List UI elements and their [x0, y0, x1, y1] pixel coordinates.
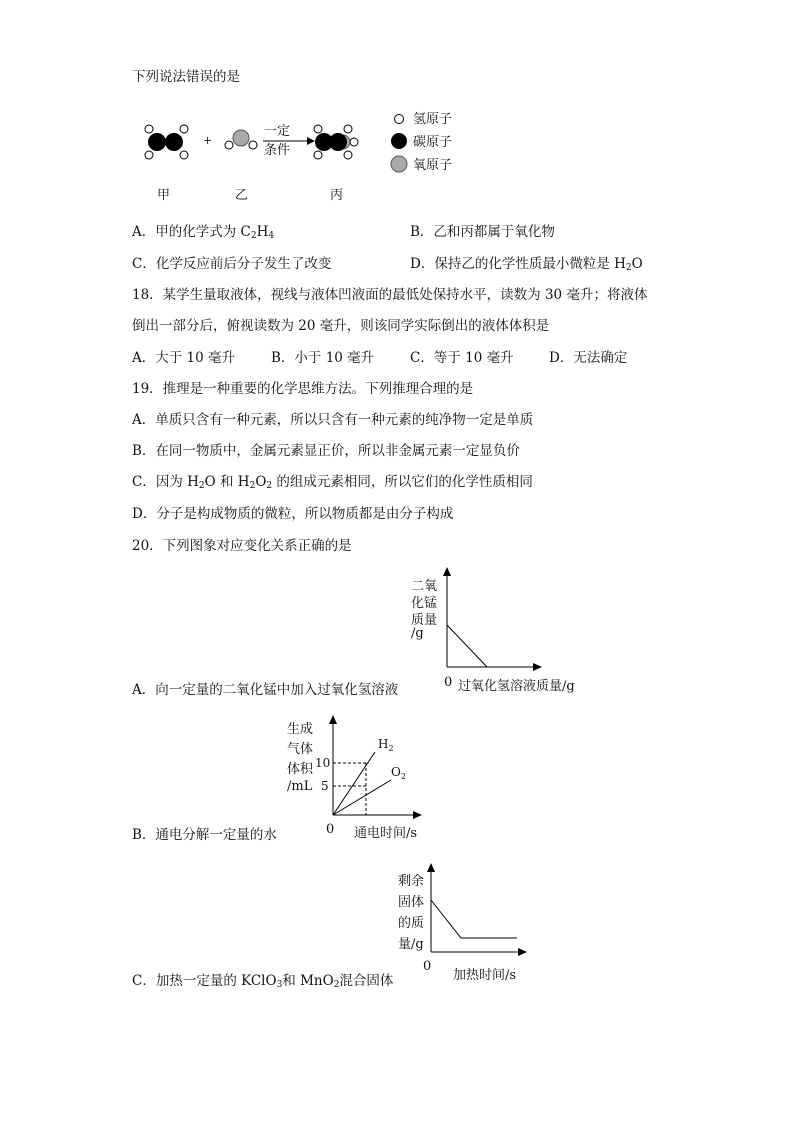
q17-option-c: C．化学反应前后分子发生了改变 — [132, 256, 332, 272]
q19-option-c: C．因为 $H_2O$ 和 $H_2O_2$ 的组成元素相同，所以它们的化学性质相同 — [132, 474, 533, 491]
graph-b-line-o2 — [333, 780, 391, 815]
graph-c-ylabel-3: 的质 — [398, 916, 425, 931]
q19-option-b: B．在同一物质中，金属元素显正价，所以非金属元素一定显负价 — [132, 443, 520, 459]
molecule-jia — [145, 125, 188, 159]
molecule-yi — [225, 130, 257, 149]
graph-c-ylabel-1: 剩余 — [398, 874, 425, 889]
q18-option-a: A．大于 10 毫升 — [132, 350, 236, 366]
graph-b-origin: 0 — [326, 822, 335, 837]
q19-option-d: D．分子是构成物质的微粒，所以物质都是由分子构成 — [132, 506, 454, 522]
graph-c-xlabel: 加热时间/s — [453, 968, 517, 983]
plus-sign: + — [203, 134, 213, 147]
q18-stem-line1: 18．某学生量取液体，视线与液体凹液面的最低处保持水平，读数为 30 毫升；将液体 — [132, 287, 648, 303]
graph-c-caption: C．加热一定量的 KClO$_3$和 MnO$_2$混合固体 — [132, 973, 394, 990]
graph-a-ylabel-3: 质量 — [411, 613, 438, 628]
graph-b-label-o2: $O_2$ — [391, 765, 406, 781]
graph-c-curve — [431, 900, 517, 938]
graph-c-ylabel-4: 量/g — [398, 937, 424, 952]
graph-a-origin: 0 — [444, 675, 453, 690]
arrow-top-label: 一定 — [264, 124, 291, 139]
q17-option-d: D．保持乙的化学性质最小微粒是 $H_2O$ — [410, 256, 643, 273]
graph-b-ylabel-2: 气体 — [287, 742, 314, 757]
q19-stem: 19．推理是一种重要的化学思维方法。下列推理合理的是 — [132, 381, 474, 397]
q19-option-a: A．单质只含有一种元素，所以只含有一种元素的纯净物一定是单质 — [132, 412, 534, 428]
legend — [391, 115, 407, 173]
label-yi: 乙 — [235, 188, 249, 203]
graph-a-ylabel-2: 化锰 — [411, 596, 438, 611]
label-bing: 丙 — [330, 188, 344, 203]
q18-stem-line2: 倒出一部分后，俯视读数为 20 毫升，则该同学实际倒出的液体体积是 — [132, 318, 550, 334]
graph-a-ylabel-4: /g — [411, 626, 424, 641]
graph-b-xlabel: 通电时间/s — [354, 826, 418, 841]
graph-b-tick-5: 5 — [321, 779, 329, 793]
q17-option-a: A．甲的化学式为 $C_2H_4$ — [132, 224, 275, 241]
graph-a-caption: A．向一定量的二氧化锰中加入过氧化氢溶液 — [132, 682, 399, 698]
graph-b-label-h2: $H_2$ — [378, 737, 394, 753]
graph-b-tick-10: 10 — [315, 756, 331, 770]
graph-a-plot — [440, 566, 550, 676]
graph-a-ylabel-1: 二氧 — [411, 579, 438, 594]
legend-oxygen: 氧原子 — [413, 158, 453, 173]
legend-carbon: 碳原子 — [413, 135, 453, 150]
graph-b-ylabel-1: 生成 — [287, 722, 314, 737]
molecule-bing — [314, 125, 358, 159]
arrow-bottom-label: 条件 — [264, 143, 291, 158]
label-jia: 甲 — [157, 188, 171, 203]
legend-hydrogen: 氢原子 — [413, 112, 453, 127]
q17-stem: 下列说法错误的是 — [132, 69, 240, 85]
graph-c-plot — [425, 862, 535, 962]
q18-option-d: D．无法确定 — [549, 350, 628, 366]
reaction-diagram — [135, 108, 465, 208]
q18-option-c: C．等于 10 毫升 — [410, 350, 514, 366]
graph-c-ylabel-2: 固体 — [398, 895, 425, 910]
graph-b-line-h2 — [333, 752, 375, 815]
q17-option-b: B．乙和丙都属于氧化物 — [410, 224, 555, 240]
graph-a-xlabel: 过氧化氢溶液质量/g — [458, 679, 575, 694]
graph-b-caption: B．通电分解一定量的水 — [132, 827, 277, 843]
graph-a-curve — [447, 625, 487, 667]
q18-option-b: B．小于 10 毫升 — [271, 350, 375, 366]
graph-c-origin: 0 — [423, 959, 432, 974]
graph-b-ylabel-3: 体积 — [287, 762, 314, 777]
q20-stem: 20．下列图象对应变化关系正确的是 — [132, 538, 352, 554]
graph-b-ylabel-4: /mL — [287, 779, 313, 794]
graph-b-plot — [305, 712, 430, 822]
